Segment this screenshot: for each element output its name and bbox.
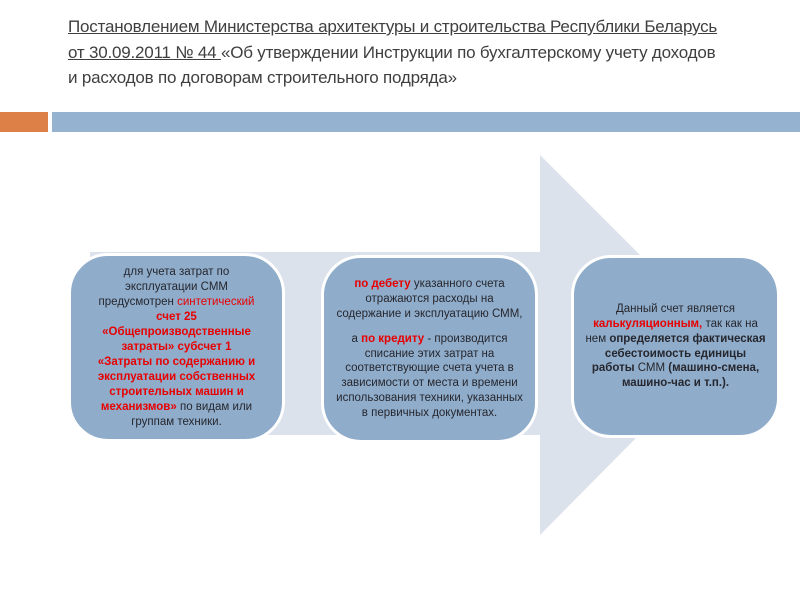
text-run-plain: - производится списание этих затрат на соответствующие счета учета в зависимости от места и времени использования техники, указанных в первичных документах.	[336, 332, 523, 420]
text-run-plain: указанного счета отражаются расходы на содержание и эксплуатацию СММ,	[336, 277, 523, 320]
process-step-paragraph	[93, 265, 260, 429]
text-run-plain: СММ	[637, 362, 669, 375]
text-run-redbold: счет 25 «Общепроизводственные затраты» субсчет 1 «Затраты по содержанию и эксплуатации собственных строительных машин и механизмов»	[97, 311, 256, 413]
text-run-plain: по видам или группам техники.	[131, 400, 253, 428]
process-step-paragraph	[336, 332, 523, 422]
text-run-redbold: по дебету	[354, 277, 411, 290]
text-run-plain: а	[351, 332, 362, 345]
process-step-calculation	[571, 255, 780, 438]
text-run-plain: Данный счет является	[616, 302, 735, 315]
process-step-paragraph	[584, 302, 767, 392]
process-step-paragraph	[336, 277, 523, 322]
slide-title-rest: «Об утверждении Инструкции по бухгалтерскому учету доходов и расходов по договорам строительного подряда»	[68, 42, 716, 87]
text-run-bold: (машино-смена, машино-час и т.п.).	[621, 362, 760, 390]
text-run-bold: определяется фактическая себестоимость единицы работы	[591, 332, 766, 375]
text-run-plain: так как на нем	[585, 317, 758, 345]
text-run-redbold: калькуляционным,	[593, 317, 703, 330]
process-step-debit-credit	[321, 255, 538, 443]
slide-title-underlined: Постановлением Министерства архитектуры и строительства Республики Беларусь от 30.09.2011 № 44	[68, 17, 718, 62]
text-run-plain: для учета затрат по эксплуатации СММ предусмотрен	[98, 266, 230, 309]
text-run-redbold: по кредиту	[361, 332, 425, 345]
text-run-red: синтетический	[177, 296, 255, 309]
process-step-account-25	[68, 253, 285, 442]
